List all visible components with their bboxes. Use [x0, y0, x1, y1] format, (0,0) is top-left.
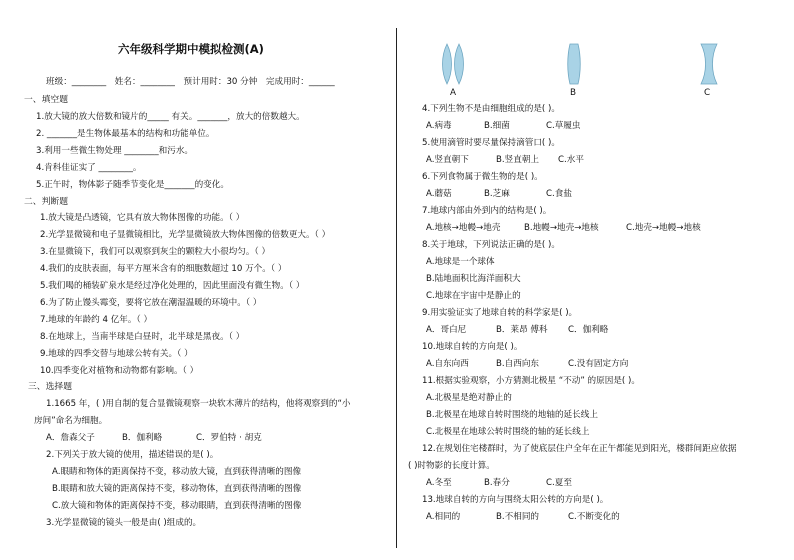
choice-question-8: 8.关于地球，下列说法正确的是( )。: [422, 240, 560, 250]
choice-option: B.地幔→地壳→地核: [524, 223, 599, 233]
choice-question-11: 11.根据实验观察，小方猜测北极星 “不动” 的原因是( )。: [422, 376, 640, 386]
choice-option: B．伽利略: [122, 433, 163, 443]
choice-option: C.水平: [558, 155, 584, 165]
choice-option: A.相同的: [426, 512, 461, 522]
judge-question: 8.在地球上，当南半球是白昼时，北半球是黑夜。（ ）: [40, 332, 245, 342]
section-judge-heading: 二、判断题: [24, 197, 68, 207]
choice-option: C.放大镜和物体的距离保持不变，移动眼睛，直到获得清晰的图像: [52, 501, 302, 511]
choice-question-6: 6.下列食物属于微生物的是( )。: [422, 172, 543, 182]
section-choice-heading: 三、选择题: [28, 382, 72, 392]
judge-question: 9.地球的四季交替与地球公转有关。（ ）: [40, 349, 193, 359]
lens-label-a: A: [450, 88, 457, 98]
right-column: [400, 0, 794, 560]
choice-option: C．伽利略: [568, 325, 609, 335]
judge-question: 2.光学显微镜和电子显微镜相比，光学显微镜放大物体图像的倍数更大。（ ）: [40, 230, 331, 240]
judge-question: 4.我们的皮肤表面，每平方厘米含有的细胞数超过 10 万个。（ ）: [40, 264, 287, 274]
choice-question-12-cont: ( )时物影的长度计算。: [408, 461, 495, 471]
choice-question-12: 12.在规划住宅楼群时，为了使底层住户全年在正午都能见到阳光，楼群间距应依据: [422, 444, 737, 454]
choice-option: A．詹森父子: [46, 433, 95, 443]
choice-question-10: 10.地球自转的方向是( )。: [422, 342, 523, 352]
choice-option: A.病毒: [426, 121, 452, 131]
biconvex-lens-icon: [566, 42, 582, 86]
choice-option: B.芝麻: [484, 189, 510, 199]
choice-question-1: 1.1665 年，( )用自制的复合显微镜观察一块软木薄片的结构，他将观察到的“小: [46, 399, 351, 409]
choice-option: B.自西向东: [496, 359, 540, 369]
fill-question: 5.正午时，物体影子随季节变化是_______的变化。: [36, 180, 229, 190]
judge-question: 7.地球的年龄约 4 亿年。（ ）: [40, 315, 153, 325]
choice-question-9: 9.用实验证实了地球自转的科学家是( )。: [422, 308, 578, 318]
fill-question: 3.利用一些微生物处理 ________和污水。: [36, 146, 194, 156]
choice-option: C.不断变化的: [568, 512, 620, 522]
concave-lens-icon: [700, 42, 718, 86]
judge-question: 5.我们喝的桶装矿泉水是经过净化处理的，因此里面没有微生物。（ ）: [40, 281, 305, 291]
choice-option: B．莱昂 傅科: [496, 325, 548, 335]
judge-question: 6.为了防止馒头霉变，要将它放在潮湿温暖的环境中。（ ）: [40, 298, 262, 308]
choice-option: C.地壳→地幔→地核: [626, 223, 701, 233]
choice-question-13: 13.地球自转的方向与围绕太阳公转的方向是( )。: [422, 495, 609, 505]
choice-question-5: 5.使用滴管时要尽量保持滴管口( )。: [422, 138, 560, 148]
choice-option: A.蘑菇: [426, 189, 452, 199]
choice-option: A.地球是一个球体: [426, 257, 495, 267]
choice-option: B.细菌: [484, 121, 510, 131]
judge-question: 10.四季变化对植物和动物都有影响。（ ）: [40, 366, 199, 376]
choice-question-1-cont: 房间”命名为细胞。: [34, 416, 108, 426]
choice-option: B.春分: [484, 478, 510, 488]
choice-option: C.北极星在地球公转时围绕的轴的延长线上: [426, 427, 590, 437]
judge-question: 3.在显微镜下，我们可以观察到灰尘的颗粒大小很均匀。（ ）: [40, 247, 271, 257]
choice-option: A.地核→地幔→地壳: [426, 223, 501, 233]
choice-option: A.竖直朝下: [426, 155, 469, 165]
choice-option: A.冬至: [426, 478, 452, 488]
choice-option: A．哥白尼: [426, 325, 467, 335]
choice-option: B.不相同的: [496, 512, 540, 522]
choice-option: B.陆地面积比海洋面积大: [426, 274, 521, 284]
fill-question: 2. _______是生物体最基本的结构和功能单位。: [36, 129, 215, 139]
choice-question-3: 3.光学显微镜的镜头一般是由( )组成的。: [46, 518, 202, 528]
fill-question: 1.放大镜的放大倍数和镜片的_____ 有关。_______，放大的倍数越大。: [36, 112, 305, 122]
choice-option: C.地球在宇宙中是静止的: [426, 291, 521, 301]
choice-option: C.没有固定方向: [568, 359, 629, 369]
lens-label-b: B: [570, 88, 577, 98]
choice-option: C．罗伯特 · 胡克: [196, 433, 262, 443]
choice-option: B.竖直朝上: [496, 155, 540, 165]
lens-label-c: C: [704, 88, 711, 98]
choice-option: C.食盐: [546, 189, 572, 199]
choice-option: C.草履虫: [546, 121, 581, 131]
judge-question: 1.放大镜是凸透镜，它具有放大物体图像的功能。（ ）: [40, 213, 245, 223]
section-fill-heading: 一、填空题: [24, 95, 68, 105]
choice-option: A.自东向西: [426, 359, 469, 369]
column-divider: [396, 28, 397, 548]
choice-option: B.眼睛和放大镜的距离保持不变，移动物体，直到获得清晰的图像: [52, 484, 302, 494]
choice-question-4: 4.下列生物不是由细胞组成的是( )。: [422, 104, 560, 114]
choice-option: B.北极星在地球自转时围绕的地轴的延长线上: [426, 410, 598, 420]
choice-option: A.眼睛和物体的距离保持不变，移动放大镜，直到获得清晰的图像: [52, 467, 302, 477]
choice-option: C.夏至: [546, 478, 572, 488]
fill-question: 4.肯科佳证实了 ________。: [36, 163, 142, 173]
left-column: [0, 0, 390, 560]
student-info-line: 班级：________ 姓名：________ 预计用时：30 分钟 完成用时：______: [46, 77, 335, 87]
choice-question-7: 7.地球内部由外到内的结构是( )。: [422, 206, 552, 216]
choice-question-2: 2.下列关于放大镜的使用，描述错误的是( )。: [46, 450, 219, 460]
convex-lens-pair-icon: [438, 42, 468, 86]
page-title: 六年级科学期中模拟检测(A): [118, 42, 264, 56]
choice-option: A.北极星是绝对静止的: [426, 393, 512, 403]
